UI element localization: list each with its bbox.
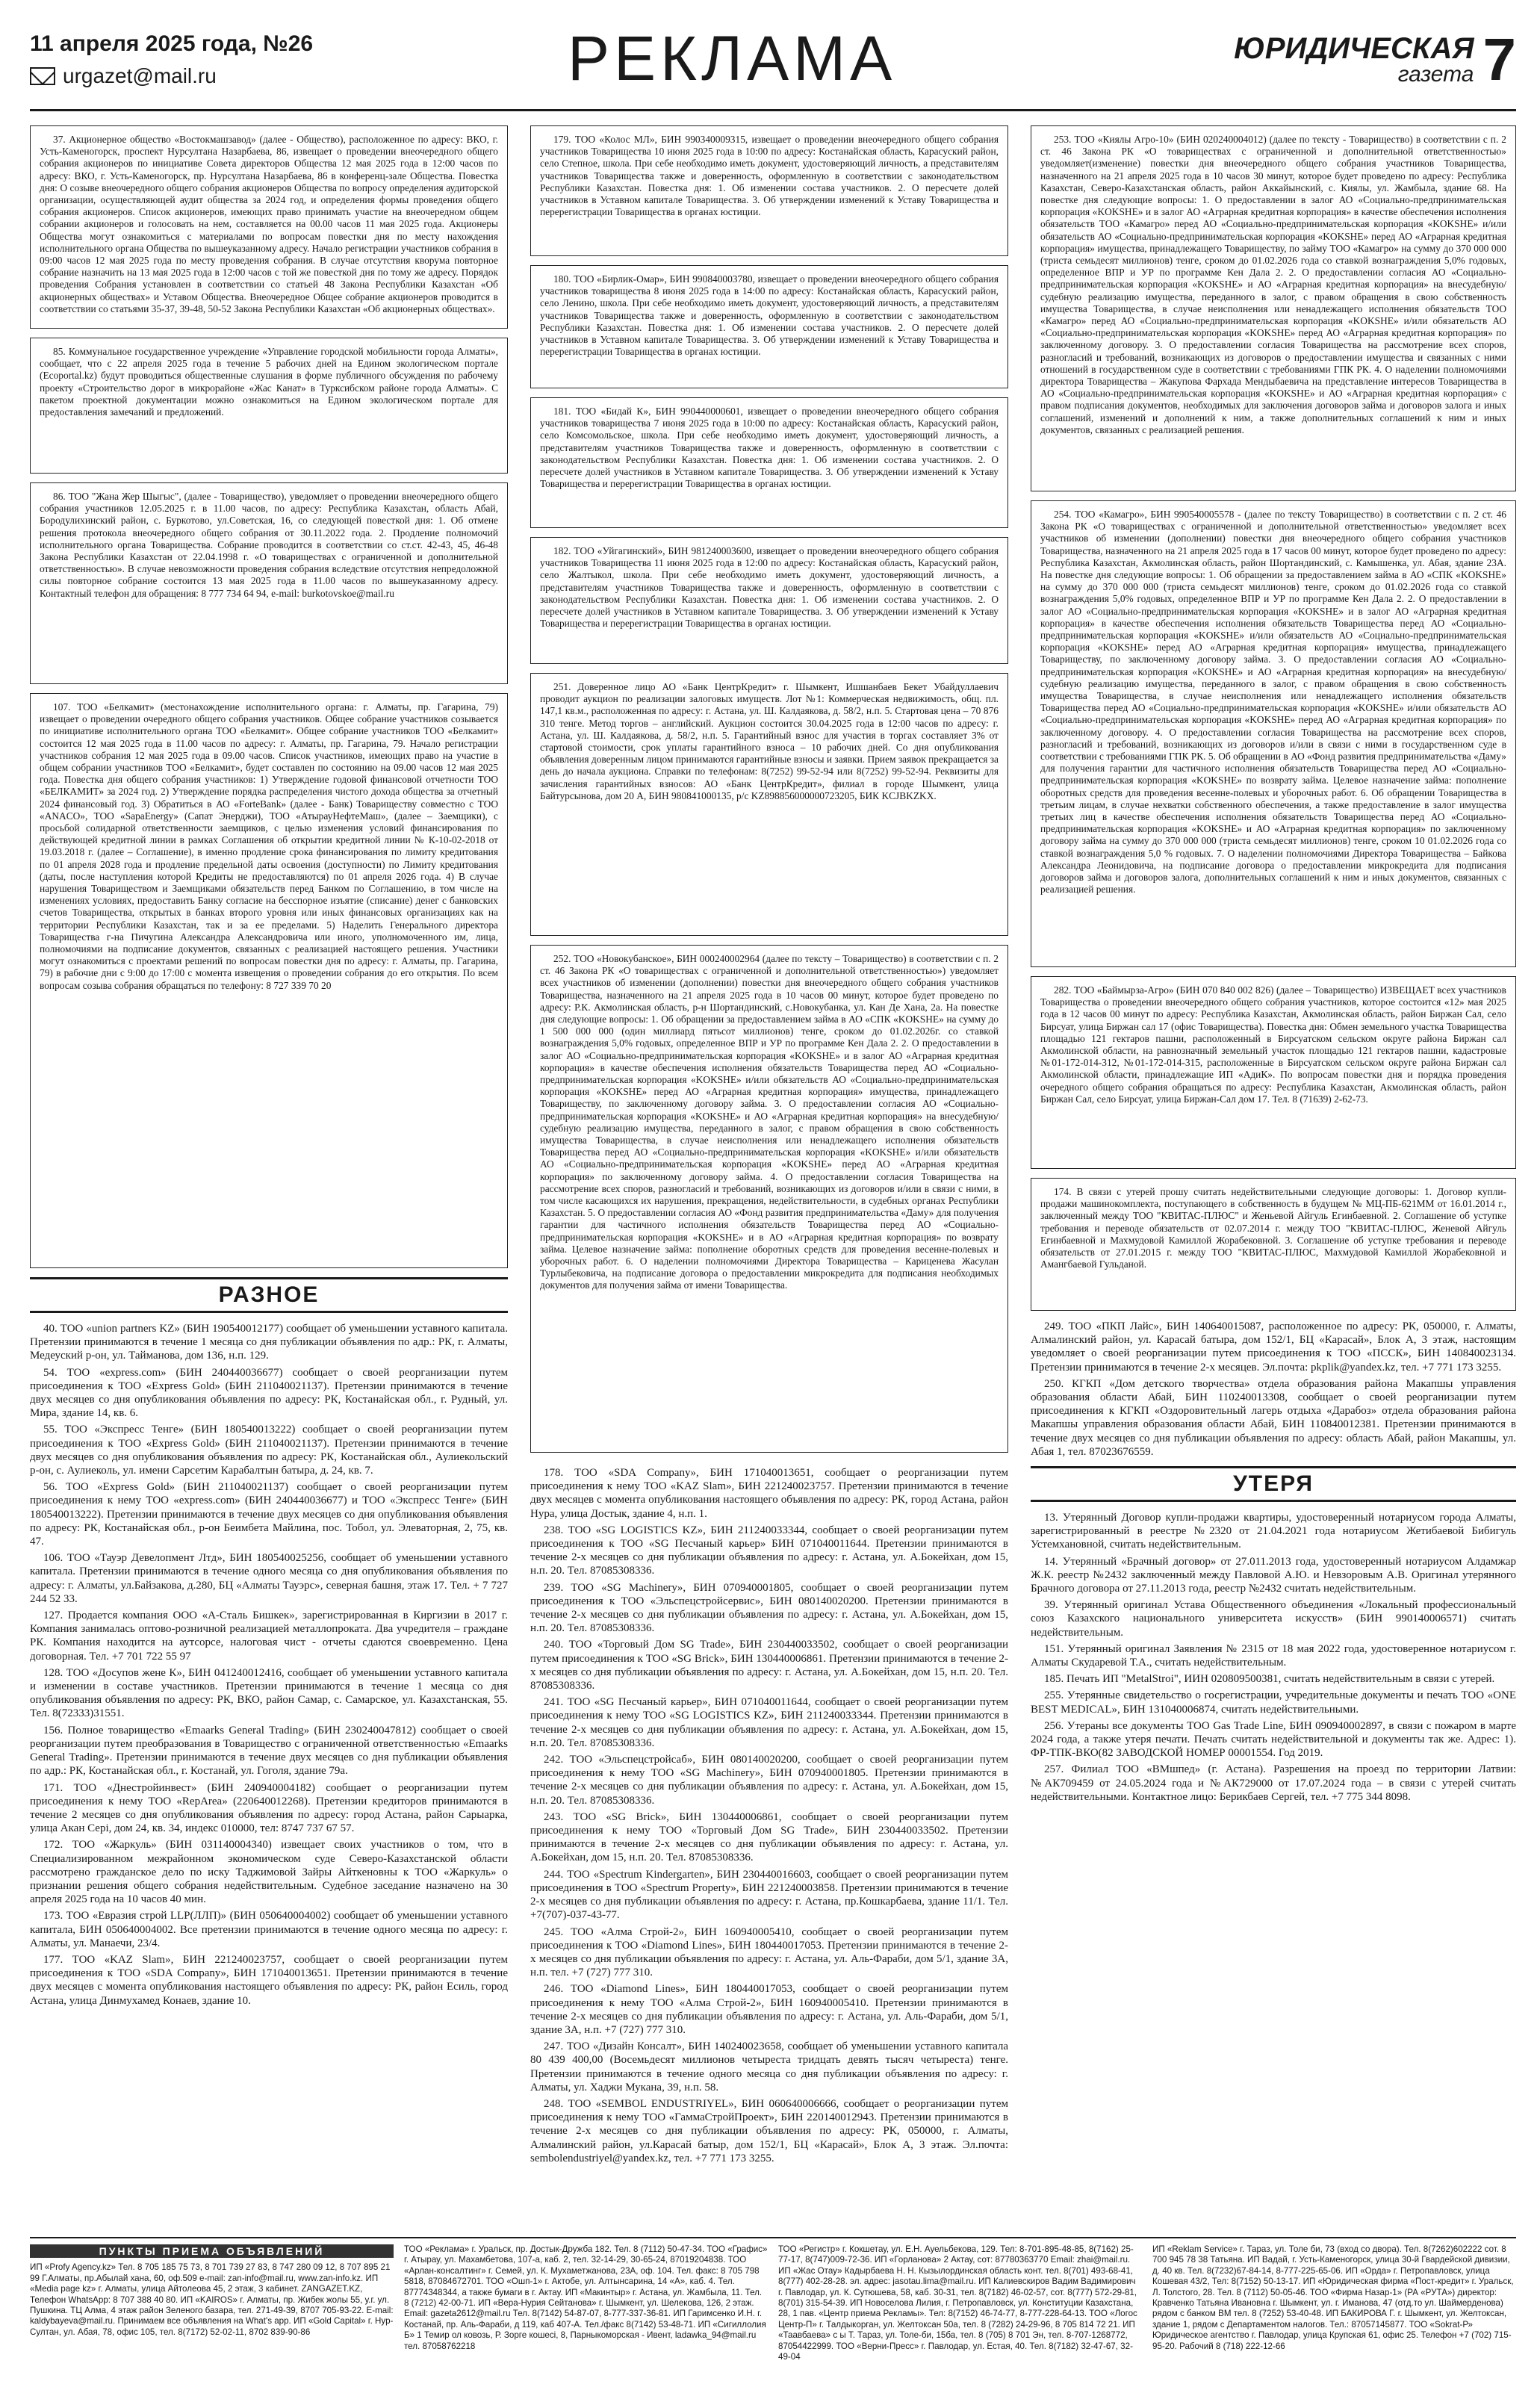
footer-text: ИП «Reklam Service» г. Тараз, ул. Толе би, 73 (вход со двора). Тел. 8(7262)602222 сот. 8 700 945 78 38 Татьяна. ИП Вадай, г. Усть-Каменогорск, улица 30-й Гвардейской дивизии, д. 40 кв. Тел. 8(7232)67-84-14, 8-777-225-65-06. ИП «Орда» г. Петропавловск, улица Кошевая 43/2, Тел: 8(7152) 50-13-17. ИП «Юридическая фирма «Пост-кредит» г. Уральск, Л. Толстого, 28. Тел. 8 (7112) 50-05-46. ТОО «Фирма Назар-1» (РА «РУТА») директор: Кравченко Татьяна Ивановна г. Шымкент, ул. г. Иманова, 47 (отд.то ул. Шаймерденова) рядом с банком ВМ тел. 8 (7252) 53-40-48. ИП БАКИРОВА Г. г. Шымкент, ул. Желтоксан, здание 1, рядом с Департаментом налогов. Тел.: 87057145877. ТОО «Sokrat-Р» Юридическое агентство г. Павлодар, улица Крупская 61, офис 25. Телефон +7 (702) 715-95-20. Рабочий 8 (718) 222-12-66 bbox=[1152, 2244, 1514, 2351]
ad-text: 37. Акционерное общество «Востокмашзавод» (далее - Общество), расположенное по адресу: ВКО, г. Усть-Каменогорск, проспект Нурсултана Назарбаева, 86, извещает о проведении внеочередного общего собрания акционеров по инициативе Совета директоров Общества 12 мая 2025 года в 12:00 часов по адресу: ВКО, г. Усть-Каменогорск, пр. Нурсултана Назарбаева, 86 в конференц-зале Общества. Повестка дня: О созыве внеочередного общего собрания акционеров Общества по вопросу определения аудиторской организации, осуществляющей аудит общества за 2024 год, и определения формы проведения общего собрания акционеров. Список акционеров, имеющих право принимать участие на внеочередном общем собрании акционеров и голосовать на нем, составляется на 00.00 часов 11 мая 2025 года. Акционеры Общества могут ознакомиться с материалами по вопросам повестки дня по месту нахождения исполнительного органа Общества по вышеуказанному адресу. Начало регистрации участников собрания в 09:00 часов 12 мая 2025 года по месту проведения собрания. В случае отсутствия кворума повторное собрание назначить на 13 мая 2025 года в 12:00 часов с той же повесткой дня по тому же адресу. Порядок проведения Собрания установлен в соответствии со статьей 48 Закона Республики Казахстан «Об акционерных обществах» и Уставом Общества. Внеочередное Общее собрание акционеров проводится в соответствии со статьями 35-37, 39-48, 50-52 Закона Республики Казахстан «Об акционерных обществах». bbox=[40, 134, 498, 314]
list-item bbox=[30, 1666, 508, 1721]
list-item bbox=[30, 1953, 508, 2008]
list-item bbox=[30, 1366, 508, 1421]
header-divider bbox=[30, 109, 1516, 111]
misc-entries-list bbox=[30, 1322, 508, 2008]
logo-text bbox=[1234, 34, 1474, 86]
list-item bbox=[30, 1838, 508, 1906]
ad-box-252 bbox=[530, 945, 1008, 1453]
footer-col-2 bbox=[404, 2244, 768, 2379]
list-item bbox=[530, 1753, 1008, 1807]
entry-text: 56. ТОО «Express Gold» (БИН 211040021137) сообщает о своей реорганизации путем присоединения к нему ТОО «express.com» (БИН 240440036677) и ТОО «Экспресс Тенге» (БИН 180540013222). Претензии принимаются в течение двух месяцев со дня опубликования объявления по адресу: РК, Костанайская обл., р-он Беимбета Майлина, пос. Тобол, ул. Элеваторная, 2, 75, кв. 47. bbox=[30, 1481, 508, 1548]
email-text[interactable]: urgazet@mail.ru bbox=[63, 64, 217, 87]
ad-box-253 bbox=[1031, 125, 1516, 491]
entry-text: 243. ТОО «SG Brick», БИН 130440006861, сообщает о своей реорганизации путем присоединения к нему ТОО «Торговый Дом SG Trade», БИН 230440033502. Претензии принимаются в течение 2-х месяцев со дня публикации объявления по адресу: г. Астана, ул. А.Бокейхан, дом 15, н.п. 20. Тел. 87085308336. bbox=[530, 1810, 1008, 1864]
list-item bbox=[530, 1810, 1008, 1865]
footer-text: ИП «Profy Agency.kz» Тел. 8 705 185 75 73, 8 701 739 27 83, 8 747 280 09 12, 8 707 895 21 99 Г.Алматы, пр.Абылай хана, 60, оф.509 e-mail: zan-info@mail.ru, www.zan-info.kz. ИП «Media page kz» г. Алматы, улица Айтолеова 45, 2 этаж, 3 кабинет. ZANGAZET.KZ, Телефон WhatsApp: 8 707 388 40 80. ИП «KAIROS» г. Алматы, пр. Жибек жолы 55, у.г. ул. Пушкина. ТЦ Алма, 4 этаж район Зеленого базара, тел. 271-49-39, 8707 705-93-22. E-mail: kaldybayeva@mail.ru. Принимаем все объявления на What's app. ИП «Gold Capital» г. Нур-Султан, ул. Абая, 78, офис 105, тел. 8(7172) 52-02-11, 8702 839-90-86 bbox=[30, 2262, 394, 2337]
entry-text: 171. ТОО «Днестройинвест» (БИН 240940004182) сообщает о реорганизации путем присоединения к нему ТОО «RepArea» (220640012268). Претензии кредиторов принимаются в течение 2 месяцев со дня опубликования объявления по адресу: город Астана, район Сарыарка, улица Акан Сері, дом 24, кв. 34, индекс 010000, тел: 8747 737 67 57. bbox=[30, 1781, 508, 1835]
footer-text: ТОО «Реклама» г. Уральск, пр. Достык-Дружба 182. Тел. 8 (7112) 50-47-34. ТОО «Графис» г. Атырау, ул. Махамбетова, 107-а, каб. 2, тел. 32-14-29, 30-65-24, 87019204838. ТОО «Арлан-консалтинг» г. Семей, ул. К. Мухаметжанова, 23А, оф. 104. Тел. факс: 8 705 798 5818, 87084672701. ТОО «Ошп-1» г. Актобе, ул. Алтынсарина, 14 «А», каб. 4. Тел. 87774348344, а также бумаги в г. Актау. ИП «Макинтыр» г. Астана, ул. Жамбыла, 11. Тел. 8 (7212) 42-00-71. ИП «Вера-Нурия Сейтанова» г. Шымкент, ул. Шелекова, 126, 2 этаж. Email: gazeta2612@mail.ru Тел. 8(7142) 54-87-07, 8-777-337-36-81. ИП Гаримсенко И.Н. г. Костанай, пр. Аль-Фараби, д 119, каб 407-А. Тел./факс 8(7142) 53-48-71. ИП «Сигиллолия Б» 1 Темир ол ковозь, Р. Зорге кошесі, 8, Парныкоморская - Ивент, ladawka_94@mail.ru тел. 87058762218 bbox=[404, 2244, 768, 2351]
footer-col-3 bbox=[778, 2244, 1142, 2379]
ad-text: 180. ТОО «Бирлик-Омар», БИН 990840003780, извещает о проведении внеочередного общего собрания участников товарищества 8 июня 2025 года в 14:00 по адресу: Костанайская область, Карасуский район, село Ленино, школа. При себе необходимо иметь документ, удостоверяющий личность, а представителям участников Товарищества также и доверенность, оформленную в соответствии с законодательством Республики Казахстан. Повестка дня: 1. Об изменении состава участников. 2. О пересчете долей участников в Уставном капитале Товарищества. 3. Об утверждении изменений к Уставу Товарищества и перерегистрации Товарищества в органах юстиции. bbox=[540, 273, 999, 358]
entry-text: 40. ТОО «union partners KZ» (БИН 190540012177) сообщает об уменьшении уставного капитала. Претензии принимаются в течение 1 месяца со дня публикации объявления по адр.: РК, г. Алматы, Медеуский р-он, ул. Тайманова, дом 136, н.п. 129. bbox=[30, 1323, 508, 1362]
ad-box-180 bbox=[530, 265, 1008, 388]
entry-text: 178. ТОО «SDA Company», БИН 171040013651, сообщает о реорганизации путем присоединения к нему ТОО «KAZ Slam», БИН 221240023757. Претензии принимаются в течение двух месяцев с момента опубликования настоящего объявления по адресу: РК, город Астана, район Нура, улица Достык, здание 4, н.п. 1. bbox=[530, 1467, 1008, 1520]
entry-text: 239. ТОО «SG Machinery», БИН 070940001805, сообщает о своей реорганизации путем присоединения к ТОО «Эльспецстройсервис», БИН 080140020200. Претензии принимаются в течение 2-х месяцев со дня публикации объявления по адресу: г. Астана, ул. А.Бокейхан, дом 15, н.п. 20. Тел. 87085308336. bbox=[530, 1581, 1008, 1635]
logo-line-2: газета bbox=[1397, 62, 1474, 87]
ad-text: 174. В связи с утерей прошу считать недействительными следующие договоры: 1. Договор купли-продажи машинокомплекта, поступающего в собственность в будущем № МЦ-ПБ-621ММ от 16.01.2014 г., заключенный между ТОО "КВИТАС-ПЛЮС" и Женьевой Айгуль Егинбаевной. 2. Соглашение об уступке требования и переводе обязательств от 02.07.2014 г. между ТОО "КВИТАС-ПЛЮС, Женевой Айгуль Егинбаевной и Махмудовой Камиллой Жорабековной. 3. Соглашение об уступке требования и переводе обязательств от 27.01.2015 г. между ТОО "КВИТАС-ПЛЮС, Махмудовой Камиллой Жорабековной и Амангбаевой Гульданой. bbox=[1040, 1186, 1506, 1270]
ad-box-282 bbox=[1031, 976, 1516, 1169]
entry-text: 173. ТОО «Евразия строй LLP(ЛЛП)» (БИН 050640004002) сообщает об уменьшении уставного капитала, БИН 050640004002. Все претензии принимаются в течение одного месяца по адресу: г. Алматы, ул. Манаечи, 23/4. bbox=[30, 1910, 508, 1949]
entry-text: 245. ТОО «Алма Строй-2», БИН 160940005410, сообщает о своей реорганизации путем присоединения к ТОО «Diamond Lines», БИН 180440017053. Претензии принимаются в течение 2-х месяцев со дня публикации объявления по адресу: г. Астана, ул. Аль-Фараби, дом 5/1, здание 3А, н.п. тел. +7 (727) 777 310. bbox=[530, 1925, 1008, 1979]
entry-text: 13. Утерянный Договор купли-продажи квартиры, удостоверенный нотариусом города Алматы, зарегистрированный в реестре №2320 от 21.04.2021 года нотариусом Жетибаевой Бибигуль Устемхановной, считать недействительным. bbox=[1031, 1512, 1516, 1551]
entry-text: 256. Утераны все документы ТОО Gas Trade Line, БИН 090940002897, в связи с пожаром в марте 2024 года, а также утеря печати. Печать считать недействительной и документы так же. Адрес: 1). ФР-ТПК-ВКО(82 ЗАВОДСКОЙ НОМЕР 00001554. Год 2019. bbox=[1031, 1719, 1516, 1760]
entry-text: 240. ТОО «Торговый Дом SG Trade», БИН 230440033502, сообщает о своей реорганизации путем присоединения к ТОО «SG Brick», БИН 130440006861. Претензии принимаются в течение 2-х месяцев со дня публикации объявления по адресу: г. Астана, ул. А.Бокейхан, дом 15, н.п. 20. Тел. 87085308336. bbox=[530, 1639, 1008, 1692]
list-item bbox=[30, 1781, 508, 1836]
list-item bbox=[30, 1551, 508, 1606]
misc-entries-list-3 bbox=[1031, 1320, 1516, 1459]
ad-box-107 bbox=[30, 693, 508, 1268]
ad-box-86 bbox=[30, 482, 508, 684]
list-item bbox=[1031, 1598, 1516, 1639]
ad-box-179 bbox=[530, 125, 1008, 256]
list-item bbox=[30, 1480, 508, 1548]
ad-box-251 bbox=[530, 673, 1008, 936]
ad-text: 282. ТОО «Баймырза-Агро» (БИН 070 840 002 826) (далее – Товарищество) ИЗВЕЩАЕТ всех участников Товарищества о проведении внеочередного общего собрания участников, которое состоится «12» мая 2025 года в 12 часов 00 минут по адресу: Республика Казахстан, Акмолинская область, район Биржан Сал, село Бирсуат, улица Биржан сал 17 (офис Товарищества). Повестка дня: Обмен земельного участка Товарищества площадью 121 гектаров пашни, расположенный в Бирсуатском сельском округе района Биржан сал Акмолинской области, на равнозначный земельный участок площадью 121 гектаров пашни, кадастровые №01-172-014-312, №01-172-014-315, расположенные в Бирсуатском сельском округе района Биржан сал Акмолинской области, принадлежащие ИП «АдиК». По вопросам повестки дня и порядка проведения очередного общего собрания обращаться по адресу: Республика Казахстан, Акмолинская область, район Биржан Сал, село Бирсуат, улица Биржан-Сал дом 17. Тел. 8 (71639) 2-62-73. bbox=[1040, 984, 1506, 1105]
list-item bbox=[1031, 1320, 1516, 1374]
ad-text: 107. ТОО «Белкамит» (местонахождение исполнительного органа: г. Алматы, пр. Гагарина, 79) извещает о проведении очередного общего собрания участников. Общее собрание участников созывается по инициативе исполнительного органа ТОО «Белкамит». Общее собрание участников ТОО «Белкамит» состоится 12 мая 2025 года в 11.00 часов по адресу: г. Алматы, пр. Гагарина, 79. Начало регистрации участников собрания 12 мая 2025 года в 09.00 часов. Список участников, имеющих право на участие в общем собрании участников ТОО «Белкамит», будет составлен по состоянию на 09.00 часов 12 мая 2025 года. Повестка дня общего собрания участников: 1) Утверждение годовой финансовой отчетности ТОО «БЕЛКАМИТ» за 2024 год. 2) Утверждение порядка распределения чистого дохода общества за отчетный 2024 финансовый год. 3) Обратиться в АО «ForteBank» (далее - Банк) Товариществу совместно с ТОО «ANACO», ТОО «SapaEnergy» (Сапат Энерджи), ТОО «АтырауНефтеМаш», (далее – Заемщики), с просьбой солидарной ответственности заемщиков, с целью изменения условий финансирования по действующей кредитной линии в рамках Соглашения об открытии кредитной линии № К-10-02-2018 от 19.03.2018 г. (далее – Соглашение), в именно продление срока финансирования по лимиту кредитования по 01 апреля 2028 года и продление предельной даты освоения (доступности) по Лимиту кредитования (даты, после наступления которой Кредиты не предоставляются) по 01 апреля 2026 года. 4) В случае нарушения Товариществом и Заемщиками обязательств перед Банком по Соглашению, в том числе на изменениях условиях, предоставить Банку согласие на бесспорное изъятие (списание) денег с банковских счетов Товарищества, открытых в банках второго уровня или иных финансовых организациях как на территории Республики Казахстан, так и за ее пределами. 5) Наделить Генерального директора Товарищества г-на Пичугина Александра Александровича или иного, уполномоченного им, лица, полномочиями на подписание документов, связанных с реализацией настоящего решения. Участники могут ознакомиться с проектами решений по вопросам повестки дня по адресу: г. Алматы, пр. Гагарина, 79) в рабочие дни с 9:00 до 17:00 с момента извещения о проведении собрания до его открытия. По всем вопросам созыва собрания обращаться по телефону: 8 727 339 70 20 bbox=[40, 701, 498, 991]
footer-col-1 bbox=[30, 2244, 394, 2379]
footer-text: ТОО «Регистр» г. Кокшетау, ул. Е.Н. Ауельбекова, 129. Тел: 8-701-895-48-85, 8(7162) 25-77-17, 8(747)009-72-36. ИП «Горланова» 2 Актау, сот: 87780363770 Email: zhai@mail.ru. ИП «Жас Отау» Кадырбаева Н. Н. Кызылординская область конт. тел. 8(701) 493-68-41, 8(777) 402-28-28. эл. адрес: jasotau.lima@mail.ru. ИП Калиевскиров Вадим Вадимирович г. Павлодар, ул. К. Сутюшева, 58, каб. 30-31, тел. 8(7182) 46-02-57, сот. 8(777) 572-29-81, 8(701) 315-54-39. ИП Новоселова Лилия, г. Петропавловск, ул. Конституции Казахстана, 28, 1 пав. «Центр приема Рекламы». Тел: 8(7152) 46-74-77, 8-777-228-64-13. ТОО «Логос Центр-П» г. Талдыкорган, ул. Желтоксан 50а, тел. 8 (7282) 24-29-96, 8 705 814 72 21. ИП «Таавбаева» с ы Т. Тараз, ул. Толе-би, 15ба, тел. 8 (705) 8 701 Эн, тел. 8-707-1268772, 87054422999. ТОО «Верни-Пресс» г. Павлодар, ул. Естая, 40. Тел. 8(7182) 32-47-67, 32-49-04 bbox=[778, 2244, 1137, 2362]
footer-heading: ПУНКТЫ ПРИЕМА ОБЪЯВЛЕНИЙ bbox=[30, 2244, 394, 2258]
list-item bbox=[530, 1925, 1008, 1980]
entry-text: 127. Продается компания ООО «А-Сталь Бишкек», зарегистрированная в Киргизии в 2017 г. Компания занималась оптово-розничной реализацией металлопроката. Два учредителя – граждане РК. Компания находится на аутсорсе, налоговая чист - отчеты сдаются своевременно. Цена договорная. Тел. +7 701 722 55 97 bbox=[30, 1610, 508, 1663]
list-item bbox=[530, 1524, 1008, 1578]
list-item bbox=[30, 1909, 508, 1950]
entry-text: 241. ТОО «SG Песчаный карьер», БИН 071040011644, сообщает о своей реорганизации путем присоединения к нему ТОО «SG LOGISTICS KZ», БИН 211240033344. Претензии принимаются в течение 2-х месяцев со дня публикации объявления по адресу: г. Астана, ул. А.Бокейхан, дом 15, н.п. 20. Тел. 87085308336. bbox=[530, 1696, 1008, 1749]
ad-text: 254. ТОО «Камагро», БИН 990540005578 - (далее по тексту Товарищество) в соответствии с п. 2 ст. 46 Закона РК «О товариществах с ограниченной и дополнительной ответственностью» уведомляет всех участников об изменении (дополнении) повестки дня внеочередного общего собрания участников Товарищества, назначенного на 21 апреля 2025 года в 17 часов 00 минут, которое будет проведено по адресу: Республика Казахстан, Акмолинская область, район Шортандинский, с. Камышенка, ул. Абая, здание 23А. На повестке дня следующие вопросы: 1. Об обращении за предоставлением займа в АО «СПК «KOKSHE» на сумму до 370 000 000 (триста семьдесят миллионов) тенге, сроком до 01.02.2026 года со ставкой вознаграждения 5,0% годовых, определенное ВПР и УР по программе Кен Дала 2. 2. О предоставлении в залог АО «Социально-предпринимательская корпорация «KOKSHE» и в залог АО «Аграрная кредитная корпорация» в качестве обеспечения исполнения обязательств Товарищества перед АО «Социально-предпринимательская корпорация «KOKSHE» и/или обязательств АО «Социально-предпринимательская корпорация «KOKSHE» перед АО «Аграрная кредитная корпорация» имущества, принадлежащего Товариществу, по заключенному договору займа. 3. О предоставлении согласия АО «Социально-предпринимательская корпорация «KOKSHE» и АО «Аграрная кредитная корпорация» на внесудебную/судебную реализацию имущества, переданного в залог, с правом обращения в свою собственность имущества Товарищества, в случае неисполнения или ненадлежащего исполнения обязательств Товарищества перед АО «Социально-предпринимательская корпорация «KOKSHE» и/или обязательств АО «Социально-предпринимательская корпорация «KOKSHE» перед АО «Аграрная кредитная корпорация» по заключенному договору. 4. О предоставлении согласия Товарищества на рассмотрение всех споров, разногласий и требований, возникающих из договоров и/или в связи с ними в государственном суде в соответствии с требованиями ГПК РК. 5. Об обращении в АО «Фонд развития предпринимательства «Даму» для получения гарантии для частичного исполнения обязательств Товарищества перед АО «Социально-предпринимательская корпорация «KOKSHE» по возврату займа. Целевое назначение займа: пополнение оборотных средств для проведения весенне-полевых и уборочных работ. 6. Об обращении Товарищества в третьим лицам, в случае нехватки собственного обеспечения, а также предоставление в залог имущества третьих лиц в качестве обеспечения исполнения обязательств Товарищества перед АО «Социально-предпринимательская корпорация «KOKSHE» и АО «Аграрная кредитная корпорация» по заключенному договору займа на сумму до 370 000 000 (триста семьдесят миллионов) тенге, сроком 10 01.02.2026 года со ставкой вознаграждения 5,0 % годовых. 7. О наделении полномочиями Директора Товарищества – Байкова Александра Леонидовича, на подписание договора о предоставлении микрокредита для подписания договоров займа и договоров залога, дополнительных соглашений к ним и иных документов, связанных с реализацией решения. bbox=[1040, 509, 1506, 896]
page-number: 7 bbox=[1482, 26, 1516, 93]
ad-text: 251. Доверенное лицо АО «Банк ЦентрКредит» г. Шымкент, Ишшанбаев Бекет Убайдуллаевич проводит аукцион по реализации залоговых имуществ. Лот №1: Коммерческая недвижимость, общ. пл. 147,1 кв.м., расположенная по адресу: г. Астана, ул. Ш. Калдаякова, д. 58/2, н.п. 5. Стартовая цена – 70 876 310 тенге. Метод торгов – английский. Аукцион состоится 30.04.2025 года в 12:00 часов по адресу: г. Астана, ул. Ш. Калдаякова, д. 58/2, н.п. 5. Гарантийный взнос для участия в торгах составляет 3% от стартовой стоимости, срок уплаты гарантийного взноса – 10 рабочих дней. Со дня опубликования объявления доверенным лицом принимаются гарантийные взносы и заявки. Прием заявок прекращается за день до начала аукциона. Справки по телефонам: 8(7252) 99-52-94 или 8(7252) 99-52-94. Реквизиты для зачисления гарантийных взносов: АО «Банк ЦентрКредит», филиал в городе Шымкент, улица Байтурсынова, дом 20 А, БИН 980841000135, р/с KZ898856000000723205, БИК KCJBKZKX. bbox=[540, 681, 999, 801]
footer-col-4 bbox=[1152, 2244, 1516, 2379]
column-2 bbox=[530, 125, 1008, 2168]
entry-text: 177. ТОО «KAZ Slam», БИН 221240023757, сообщает о своей реорганизации путем присоединения к ТОО «SDA Company», БИН 171040013651. Претензии принимаются в течение двух месяцев с момента опубликования настоящего объявления по адресу: РК, район Есиль, город Астана, улица Динмухамед Конаев, здание 10. bbox=[30, 1953, 508, 2007]
list-item bbox=[530, 1638, 1008, 1692]
entry-text: 156. Полное товарищество «Emaarks General Trading» (БИН 230240047812) сообщает о своей реорганизации путем преобразования в Товарищество с ограниченной ответственностью «Emaarks General Trading». Претензии принимаются в течение двух месяцев со дня публикации объявления по адр.: РК, Костанайская обл., г. Костанай, ул. Гоголя, здание 79а. bbox=[30, 1724, 508, 1778]
entry-text: 257. Филиал ТОО «ВМшпед» (г. Астана). Разрешения на проезд по территории Латвии: №АК709459 от 24.05.2024 года и №АК729000 от 17.07.2024 года – в связи с утерей считать недействительными. Контактное лицо: Берикбаев Сергей, тел. +7 775 344 8098. bbox=[1031, 1763, 1516, 1803]
ad-text: 86. ТОО "Жана Жер Шыгыс", (далее - Товарищество), уведомляет о проведении внеочередного общего собрания участников 12.05.2025 г. в 11.00 часов, по адресу: Республика Казахстан, область Абай, Бородулихинский район, с. Буркотово, ул.Советская, 16, со следующей повесткой дня: 1. Об отмене решения протокола внеочередного общего собрания от 30.11.2022 года. 2. Продление полномочий исполнительного органа Товарищества. Собрание проводится в соответствии со ст.ст. 42-43, 45, 46-48 Закона Республики Казахстан от 22.04.1998 г. «О товариществах с ограниченной и дополнительной ответственностью». В случае невозможности проведения собрания вследствие отсутствия непредоложной силы повторное собрание состоится 13 мая 2025 года в 11.00 часов по вышеуказанному адресу. Контактный телефон для обращения: 8 777 734 64 94, e-mail: burkotovskoe@mail.ru bbox=[40, 491, 498, 599]
list-item bbox=[30, 1423, 508, 1477]
entry-text: 244. ТОО «Spectrum Kindergarten», БИН 230440016603, сообщает о своей реорганизации путем присоединения в ТОО «Spectrum Property», БИН 221240003858. Претензии принимаются в течение 2-х месяцев со дня публикации объявления по адресу: г. Астана, пр.Кошкарбаева, здание 11/1. Тел. +7(707)-037-43-77. bbox=[530, 1868, 1008, 1922]
section-heading-lost: УТЕРЯ bbox=[1031, 1466, 1516, 1502]
header-email[interactable] bbox=[30, 64, 217, 88]
list-item bbox=[1031, 1555, 1516, 1596]
ad-text: 85. Коммунальное государственное учреждение «Управление городской мобильности города Алматы», сообщает, что с 22 апреля 2025 года в течение 5 рабочих дней на Едином экологическом портале (Ecoportal.kz) будут проводиться общественные слушания в форме публичного обсуждения по рабочему проекту «Строительство дорог в микрорайоне «Жас Канат» в Турксибском районе города Алматы». С пакетом проектной документации можно ознакомиться на Едином экологическом портале для предоставления замечаний и предложений. bbox=[40, 346, 498, 418]
ad-text: 181. ТОО «Бидай К», БИН 990440000601, извещает о проведении внеочередного общего собрания участников товарищества 7 июня 2025 года в 10:00 по адресу: Костанайская область, Карасуский район, село Комсомольское, школа. При себе необходимо иметь документ, удостоверяющий личность, а представителям участников Товарищества также и доверенность, оформленную в соответствии с законодательством Республики Казахстан. Повестка дня: 1. Об изменении состава участников. 2. О пересчете долей участников в Уставном капитале Товарищества. 3. Об утверждении изменений к Уставу Товарищества и перерегистрации Товарищества в органах юстиции. bbox=[540, 406, 999, 490]
list-item bbox=[1031, 1689, 1516, 1716]
ad-box-181 bbox=[530, 397, 1008, 528]
masthead bbox=[30, 22, 1516, 112]
entry-text: 250. КГКП «Дом детского творчества» отдела образования района Макапшы управления образования области Абай, БИН 110240013308, сообщает о своей реорганизации путем присоединения к КГКП «Оздоровительный лагерь отдыха «Дарабоз» отдела образования района Макапшы управления образования области Абай, БИН 110840012381. Претензии принимаются в течение двух месяцев со дня публикации объявления по адресу: область Абай, район Макапшы, ул. Абая 1, тел. 87023676559. bbox=[1031, 1377, 1516, 1458]
entry-text: 238. ТОО «SG LOGISTICS KZ», БИН 211240033344, сообщает о своей реорганизации путем присоединения к ТОО «SG Песчаный карьер» БИН 071040011644. Претензии принимаются в течение 2-х месяцев со дня публикации объявления по адресу: г. Астана, ул. А.Бокейхан, дом 15, н.п. 20. Тел. 87085308336. bbox=[530, 1524, 1008, 1577]
list-item bbox=[530, 1695, 1008, 1750]
list-item bbox=[1031, 1672, 1516, 1686]
entry-text: 246. ТОО «Diamond Lines», БИН 180440017053, сообщает о своей реорганизации путем присоединения к нему ТОО «Алма Строй-2», БИН 160940005410. Претензии принимаются в течение 2-х месяцев со дня публикации объявления по адресу: г. Астана, ул. Аль-Фараби, дом 5/1, здание 3А, н.п. +7 (727) 777 310. bbox=[530, 1983, 1008, 2036]
list-item bbox=[530, 1868, 1008, 1922]
list-item bbox=[30, 1609, 508, 1663]
newspaper-logo bbox=[1234, 25, 1516, 94]
ad-text: 252. ТОО «Новокубанское», БИН 000240002964 (далее по тексту – Товарищество) в соответствии с п. 2 ст. 46 Закона РК «О товариществах с ограниченной и дополнительной ответственностью») уведомляет всех участников об изменении (дополнении) повестки дня внеочередного общего собрания участников Товарищества, назначенного на 21 апреля 2025 года в 10 часов 00 минут, которое будет проведено по адресу: Р.К. Акмолинская область, р-н Шортандинский, с.Новокубанка, ул. Кан Де Хана, 2а. На повестке дня следующие вопросы: 1. Об обращении за предоставлением займа в АО «СПК «KOKSHE» на сумму до 1 500 000 000 (один миллиард пятьсот миллионов) тенге, сроком до 01.02.2026г. со ставкой вознаграждения 5,0% годовых, определенное ВПР и УР по программе Кен Дала 2. 2. О предоставлении в залог АО «Социально-предпринимательская корпорация «KOKSHE» и в залог АО «Аграрная кредитная корпорация» в качестве обеспечения исполнения обязательств Товарищества перед АО «Социально-предпринимательская корпорация «KOKSHE» и/или обязательств АО «Социально-предпринимательская корпорация «KOKSHE» перед АО «Аграрная кредитная корпорация» имущества, принадлежащего Товариществу, по заключенному договору займа. 3. О предоставлении согласия АО «Социально-предпринимательская корпорация «KOKSHE» и АО «Аграрная кредитная корпорация» на внесудебную/судебную реализацию имущества, переданного в залог, с правом обращения в свою собственность имущества Товарищества, в случае неисполнения или ненадлежащего исполнения обязательств Товарищества перед АО «Социально-предпринимательская корпорация «KOKSHE» и/или обязательств АО «Социально-предпринимательская корпорация «KOKSHE» перед АО «Аграрная кредитная корпорация» по заключенному договору займа. 4. О предоставлении согласия Товарищества на рассмотрение всех споров, разногласий и требований, возникающих из договоров и/или в связи с ними, в том числе касающихся их нарушения, прекращения, недействительности, в судебных органах Республики Казахстан. 5. О предоставлении согласия АО «Фонд развития предпринимательства «Даму» для получения гарантии для частичного исполнения обязательств Товарищества перед АО «Социально-предпринимательская корпорация «KOKSHE» и в АО «Аграрная кредитная корпорация» по возврату займа. Целевое назначение займа: пополнение оборотных средств для проведения весенне-полевых и уборочных работ. 6. О наделении полномочиями Директора Товарищества – Кариценева Жасулан Турлыбековича, на подписание договора о предоставлении микрокредита для подписания необходимых документов для получения займа от имени Товарищества. bbox=[540, 953, 999, 1291]
entry-text: 249. ТОО «ПКП Лайс», БИН 140640015087, расположенное по адресу: РК, 050000, г. Алматы, Алмалинский район, ул. Карасай батыра, дом 152/1, БЦ «Карасай», Блок А, 3 этаж, настоящим уведомляет о своей реорганизации путем присоединения к ТОО «ПССК», БИН 140840023134. Претензии принимаются в течение 2-х месяцев. Эл.почта: pkplik@yandex.kz, тел. +7 771 173 3255. bbox=[1031, 1320, 1516, 1374]
ad-box-254 bbox=[1031, 500, 1516, 967]
misc-entries-list-2 bbox=[530, 1466, 1008, 2165]
list-item bbox=[530, 2097, 1008, 2165]
entry-text: 247. ТОО «Дизайн Консалт», БИН 140240023658, сообщает об уменьшении уставного капитала 80 439 400,00 (Восемьдесят миллионов четыреста тридцать девять тысяч четыреста) тенге. Претензии принимаются в течение одного месяца со дня публикации объявления по адресу: г. Алматы, ул. Хаджи Мукана, 39, н.п. 58. bbox=[530, 2040, 1008, 2094]
list-item bbox=[1031, 1377, 1516, 1459]
list-item bbox=[1031, 1719, 1516, 1760]
entry-text: 54. ТОО «express.com» (БИН 240440036677) сообщает о своей реорганизации путем присоединения к ТОО «Express Gold» (БИН 211040021137). Претензии принимаются в течение двух месяцев со дня опубликования объявления по адресу: РК, Костанайская обл., г. Рудный, ул. Мира, здание 14, кв. 6. bbox=[30, 1366, 508, 1420]
section-title: РЕКЛАМА bbox=[568, 23, 897, 93]
list-item bbox=[530, 2040, 1008, 2094]
ad-box-174 bbox=[1031, 1178, 1516, 1311]
entry-text: 128. ТОО «Досупов жене К», БИН 041240012416, сообщает об уменьшении уставного капитала и изменении в составе участников. Претензии принимаются в течение 1 месяца со дня опубликования объявления по адресу: РК, ВКО, район Самар, с. Самарское, ул. Казахстанская, 55. Тел. 8(72333)31551. bbox=[30, 1666, 508, 1720]
issue-date: 11 апреля 2025 года, №26 bbox=[30, 31, 314, 56]
list-item bbox=[1031, 1511, 1516, 1552]
entry-text: 151. Утерянный оригинал Заявления № 2315 от 18 мая 2022 года, удостоверенное нотариусом г. Алматы Скударевой Т.А., считать недействительным. bbox=[1031, 1642, 1516, 1669]
list-item bbox=[530, 1466, 1008, 1521]
list-item bbox=[530, 1581, 1008, 1636]
ad-box-37 bbox=[30, 125, 508, 329]
ad-text: 179. ТОО «Колос МЛ», БИН 990340009315, извещает о проведении внеочередного общего собрания участников Товарищества 10 июня 2025 года в 10:00 по адресу: Костанайская область, Карасуский район, село Степное, школа. При себе необходимо иметь документ, удостоверяющий личность, а представителям участников Товарищества также и доверенность, оформленную в соответствии с законодательством Республики Казахстан. Повестка дня: 1. Об изменении состава участников. 2. О пересчете долей участников в Уставном капитале Товарищества. 3. Об утверждении изменений к Уставу Товарищества и перерегистрации Товарищества в органах юстиции. bbox=[540, 134, 999, 218]
entry-text: 248. ТОО «SEMBOL ENDUSTRIYEL», БИН 060640006666, сообщает о реорганизации путем присоединения к нему ТОО «ГаммаСтройПроект», БИН 220140012943. Претензии принимаются в течение 2-х месяцев со дня публикации объявления по адресу: РК, 050000, г. Алматы, Алмалинский район, ул.Карасай батыр, дом 152/1, БЦ «Карасай», Блок А, 3 этаж. Эл.почта: sembolendustriyel@yandex.kz, тел. +7 771 173 3255. bbox=[530, 2097, 1008, 2164]
list-item bbox=[530, 1982, 1008, 2037]
column-3 bbox=[1031, 125, 1516, 1807]
entry-text: 242. ТОО «Эльспецстройсаб», БИН 080140020200, сообщает о своей реорганизации путем присоединения к нему ТОО «SG Machinery», БИН 070940001805. Претензии принимаются в течение 2-х месяцев со дня публикации объявления по адресу: г. Астана, ул. А.Бокейхан, дом 15, н.п. 20. Тел. 87085308336. bbox=[530, 1754, 1008, 1807]
list-item bbox=[30, 1322, 508, 1363]
entry-text: 172. ТОО «Жаркуль» (БИН 031140004340) извещает своих участников о том, что в Специализированном межрайонном экономическом суде Северо-Казахстанской области рассмотрено гражданское дело по иску Таджимовой Зайры Айткеновны к ТОО «Жаркуль» о признании решения общего собрания недействительным. Судебное заседание назначено на 30 апреля 2025 года на 10 часов 40 мин. bbox=[30, 1839, 508, 1906]
entry-text: 39. Утерянный оригинал Устава Общественного объединения «Локальный профессиональный союз Казахского национального университета искусств» (БИН 990140006571) считать недействительным. bbox=[1031, 1599, 1516, 1639]
entry-text: 255. Утерянные свидетельство о госрегистрации, учредительные документы и печать ТОО «ONE BEST MEDICAL», БИН 131040006874, считать недействительными. bbox=[1031, 1689, 1516, 1716]
column-1 bbox=[30, 125, 508, 2011]
entry-text: 55. ТОО «Экспресс Тенге» (БИН 180540013222) сообщает о своей реорганизации путем присоединения к ТОО «Express Gold» (БИН 211040021137). Претензии принимаются в течение двух месяцев со дня опубликования объявления по адресу: РК, Костанайская обл., Аулиекольский р-он, с. Аулиеколь, ул. имени Сарсетим Карабалтын батыра, д. 24, кв. 7. bbox=[30, 1424, 508, 1477]
ad-box-182 bbox=[530, 537, 1008, 664]
lost-entries-list bbox=[1031, 1511, 1516, 1804]
entry-text: 106. ТОО «Тауэр Девелопмент Лтд», БИН 180540025256, сообщает об уменьшении уставного капитала. Претензии принимаются в течение одного месяца со дня опубликования объявления по адресу: г. Алматы, ул.Байзакова, д.280, БЦ «Алматы Тауэрс», северная башня, этаж 17. Тел. + 7 727 244 52 33. bbox=[30, 1552, 508, 1605]
footer-ad-points bbox=[30, 2237, 1516, 2379]
section-heading-misc: РАЗНОЕ bbox=[30, 1277, 508, 1313]
list-item bbox=[30, 1724, 508, 1778]
ad-text: 182. ТОО «Уйгагинский», БИН 981240003600, извещает о проведении внеочередного общего собрания участников Товарищества 11 июня 2025 года в 12:00 по адресу: Костанайская область, Карасуский район, село Жалтыкол, школа. При себе необходимо иметь документ, удостоверяющий личность, а представителям участников Товарищества также и доверенность, оформленную в соответствии с законодательством Республики Казахстан. Повестка дня: 1. Об изменении состава участников. 2. О пересчете долей участников в Уставном капитале Товарищества. 3. Об утверждении изменений к Уставу Товарищества и перерегистрации Товарищества в органах юстиции. bbox=[540, 545, 999, 630]
list-item bbox=[1031, 1763, 1516, 1804]
ad-text: 253. ТОО «Киялы Агро-10» (БИН 020240004012) (далее по тексту - Товарищество) в соответствии с п. 2 ст. 46 Закона РК «О товариществах с ограниченной и дополнительной ответственностью» уведомляет(изменение) повестки дня внеочередного общего собрания участников Товарищества, назначенного на 21 апреля 2025 года в 10 часов 30 минут, которое будет проведено по адресу: Республика Казахстан, Северо-Казахстанская область, район Аккайынский, с. Киялы, ул. Жамбыла, здание 68. На повестке дня следующие вопросы: 1. О предоставлении в залог АО «Социально-предпринимательская корпорация «KOKSHE» и в залог АО «Аграрная кредитная корпорация» в качестве обеспечения исполнения обязательств ТОО «Камагро» перед АО «Социально-предпринимательская корпорация «KOKSHE» и/или обязательств АО «Социально-предпринимательская корпорация «KOKSHE» перед АО «Аграрная кредитная корпорация» имущества, принадлежащего Товариществу, по займу ТОО «Камагро» на сумму до 370 000 000 (триста семьдесят миллионов) тенге, сроком до 01.02.2026 года со ставкой вознаграждения 5,0% годовых, определенное ВПР и УР по программе Кен Дала 2. 2. О предоставлении согласия АО «Социально-предпринимательская корпорация «KOKSHE» и АО «Аграрная кредитная корпорация» на внесудебную/судебную реализацию имущества, переданного в залог, с правом обращения в свою собственность имущества Товарищества, в случае неисполнения или ненадлежащего исполнения обязательств ТОО «Камагро» перед АО «Социально-предпринимательская корпорация «KOKSHE» и/или обязательств АО «Социально-предпринимательская корпорация «KOKSHE» перед АО «Аграрная кредитная корпорация» по заключенному договору. 3. О предоставлении согласия Товарищества на рассмотрение всех споров, разногласий и требований, возникающих из договоров о предоставлении имущества и связанных с ними отношений в государственном суде в соответствии с требованиями ГПК РК. 4. О наделении полномочиями директора Товарищества – Жакупова Фархада Мендыбаевича на представление интересов Товарищества в АО «Социально-предпринимательская корпорация «KOKSHE» и АО «Аграрная кредитная корпорация» с правом подписания документов, необходимых для заключения договоров займа и договоров залога и иных соглашений, изменений и дополнений к ним, а также дополнительных соглашений к ним и иных документов, связанных с реализацией решения. bbox=[1040, 134, 1506, 435]
logo-line-1: ЮРИДИЧЕСКАЯ bbox=[1234, 32, 1474, 65]
list-item bbox=[1031, 1642, 1516, 1669]
entry-text: 185. Печать ИП "MetalStroi", ИИН 020809500381, считать недействительным в связи с утерей. bbox=[1044, 1673, 1495, 1686]
mail-icon bbox=[30, 67, 55, 85]
entry-text: 14. Утерянный «Брачный договор» от 27.011.2013 года, удостоверенный нотариусом Алдамжар Ж.К. реестр №2432 заключенный между Павловой А.Ю. и Невзоровым А.В. Оригинал утерянного Брачного договора от 27.11.2013 года, реестр №2432 считать недействительным. bbox=[1031, 1555, 1516, 1595]
ad-box-85 bbox=[30, 338, 508, 474]
